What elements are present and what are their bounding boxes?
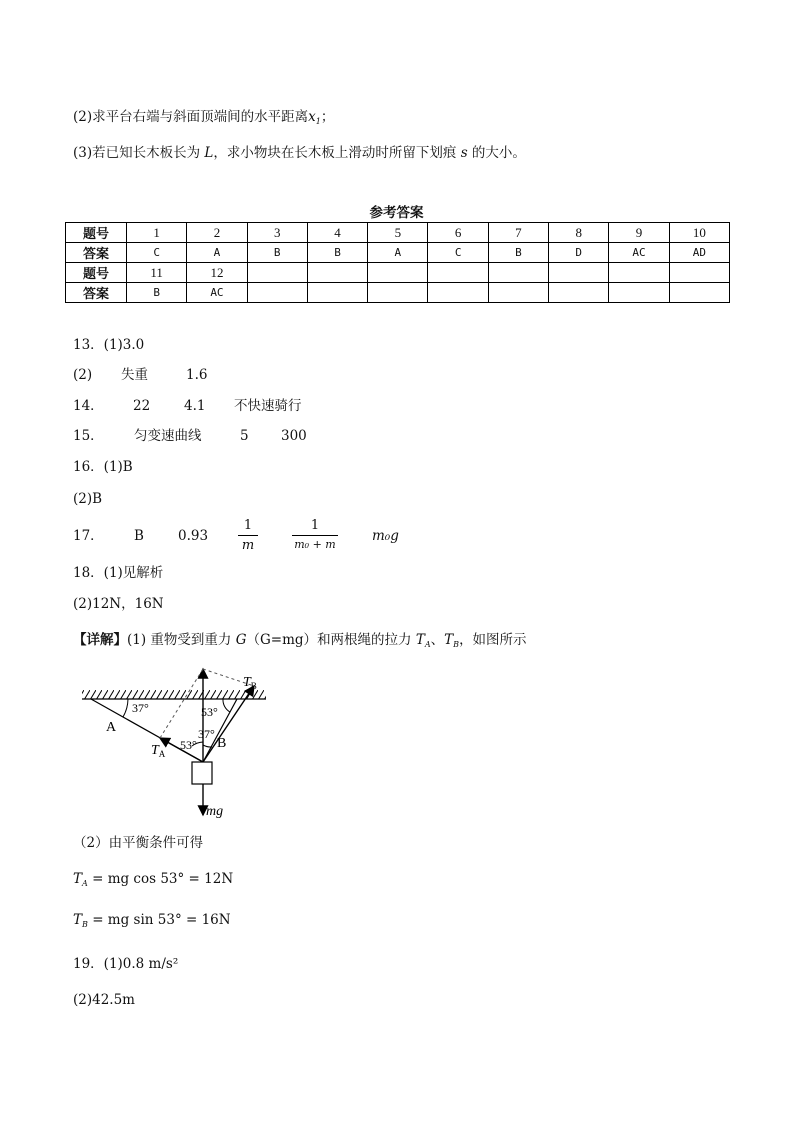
question-3-s: s [460,145,468,161]
equation-1-sub: A [82,879,88,888]
detail-TB: T [444,632,454,648]
answer-19-2: (2)42.5m [73,992,135,1008]
table-cell: AC [609,243,669,263]
fraction-1-numerator: 1 [243,518,253,533]
answer-table-title: 参考答案 [369,205,424,221]
answer-label-1: 答案 [66,243,127,263]
detail-paren: （G=mg） [246,632,318,648]
equation-2-lhs: T [73,912,83,928]
label-mg: mg [206,804,224,819]
table-cell: B [307,243,367,263]
label-rope-B: B [217,736,227,751]
detail-G: G [235,632,247,648]
label-angle-37-center: 37° [198,727,215,741]
angle-arc-37-left [123,699,128,717]
equation-2 [73,912,231,929]
answer-18-1: 18．(1)见解析 [73,565,164,581]
question-2-sub: 1 [315,117,321,126]
question-3-text-c: 的大小。 [471,145,526,161]
table-cell: 2 [187,223,247,243]
table-cell: D [549,243,609,263]
table-cell: 8 [549,223,609,243]
detail-TB-sub: B [453,640,460,649]
answer-14-v2: 4.1 [184,398,206,414]
table-cell: C [428,243,488,263]
table-cell: A [368,243,428,263]
table-cell: AD [669,243,729,263]
table-cell: B [127,283,187,303]
answer-17-v2: 0.93 [178,528,209,544]
label-rope-A: A [106,720,117,735]
question-2-text: (2)求平台右端与斜面顶端间的水平距离 [73,109,309,125]
detail-TA: T [415,632,425,648]
table-cell: C [127,243,187,263]
table-cell: 3 [247,223,307,243]
question-2-var: x [308,109,316,125]
detail-text-c: ，如图所示 [459,632,527,648]
table-cell: AC [187,283,247,303]
equation-1-rhs: = mg cos 53° = 12N [87,871,234,887]
angle-arc-37-center [203,745,212,747]
ceiling-hatch [82,690,266,699]
answer-16-2: (2)B [73,491,103,507]
answer-15-label: 15． [73,428,104,444]
detail-TA-sub: A [424,640,431,649]
answer-13-1: 13．(1)3.0 [73,337,145,353]
answer-14-v1: 22 [133,398,151,414]
equation-2-rhs: = mg sin 53° = 16N [87,912,231,928]
answer-17-label: 17． [73,528,104,544]
label-TA: $T_A$ [151,743,166,759]
fraction-1-denominator: m [241,538,255,553]
table-cell: B [488,243,548,263]
answer-19-1: 19．(1)0.8 m/s² [73,956,179,972]
table-cell: 4 [307,223,367,243]
answer-17-v5: m₀g [372,528,399,544]
label-angle-53-upper: 53° [201,705,218,719]
table-cell: 9 [609,223,669,243]
table-cell: 10 [669,223,729,243]
header-label-1: 题号 [66,223,127,243]
table-cell: 11 [127,263,187,283]
table-cell: A [187,243,247,263]
answer-13-2-v1: 失重 [121,367,148,383]
equation-1-lhs: T [73,871,83,887]
answer-13-2-v2: 1.6 [186,367,208,383]
table-cell: 12 [187,263,247,283]
question-3-text-b: ，求小物块在长木板上滑动时所留下划痕 [213,145,457,161]
fraction-2-numerator: 1 [310,518,320,533]
detail-label: 【详解】 [73,632,127,648]
table-cell: 7 [488,223,548,243]
answer-14-label: 14． [73,398,104,414]
answer-18-2: (2)12N，16N [73,596,164,612]
answer-15-v3: 300 [281,428,307,444]
weight-box [192,762,212,784]
answer-15-v1: 匀变速曲线 [134,428,202,444]
answer-label-2: 答案 [66,283,127,303]
question-3-L: L [204,145,214,161]
answer-16-1: 16．(1)B [73,459,133,475]
label-TB: $T_B$ [243,675,257,691]
table-cell: 5 [368,223,428,243]
label-angle-37-left: 37° [132,701,149,715]
answer-13-2-label: (2) [73,367,93,383]
angle-arc-53-upper [223,699,230,712]
detail-sep: 、 [430,632,445,648]
question-3-text-a: (3)若已知长木板长为 [73,145,201,161]
dashed-line-1 [160,669,203,738]
question-2-tail: ； [320,109,335,125]
equation-1 [73,871,233,888]
fraction-2-denominator: m₀ + m [294,538,336,551]
part-2: （2）由平衡条件可得 [73,835,204,851]
answer-14-v3: 不快速骑行 [234,398,302,414]
table-cell: 6 [428,223,488,243]
detail-text-a: (1) 重物受到重力 [127,632,232,648]
equation-2-sub: B [82,920,88,929]
answer-17-v1: B [134,528,144,544]
label-angle-53-lower: 53° [180,738,197,752]
table-cell: 1 [127,223,187,243]
answer-15-v2: 5 [240,428,249,444]
table-cell: B [247,243,307,263]
header-label-2: 题号 [66,263,127,283]
detail-text-b: 和两根绳的拉力 [317,632,412,648]
